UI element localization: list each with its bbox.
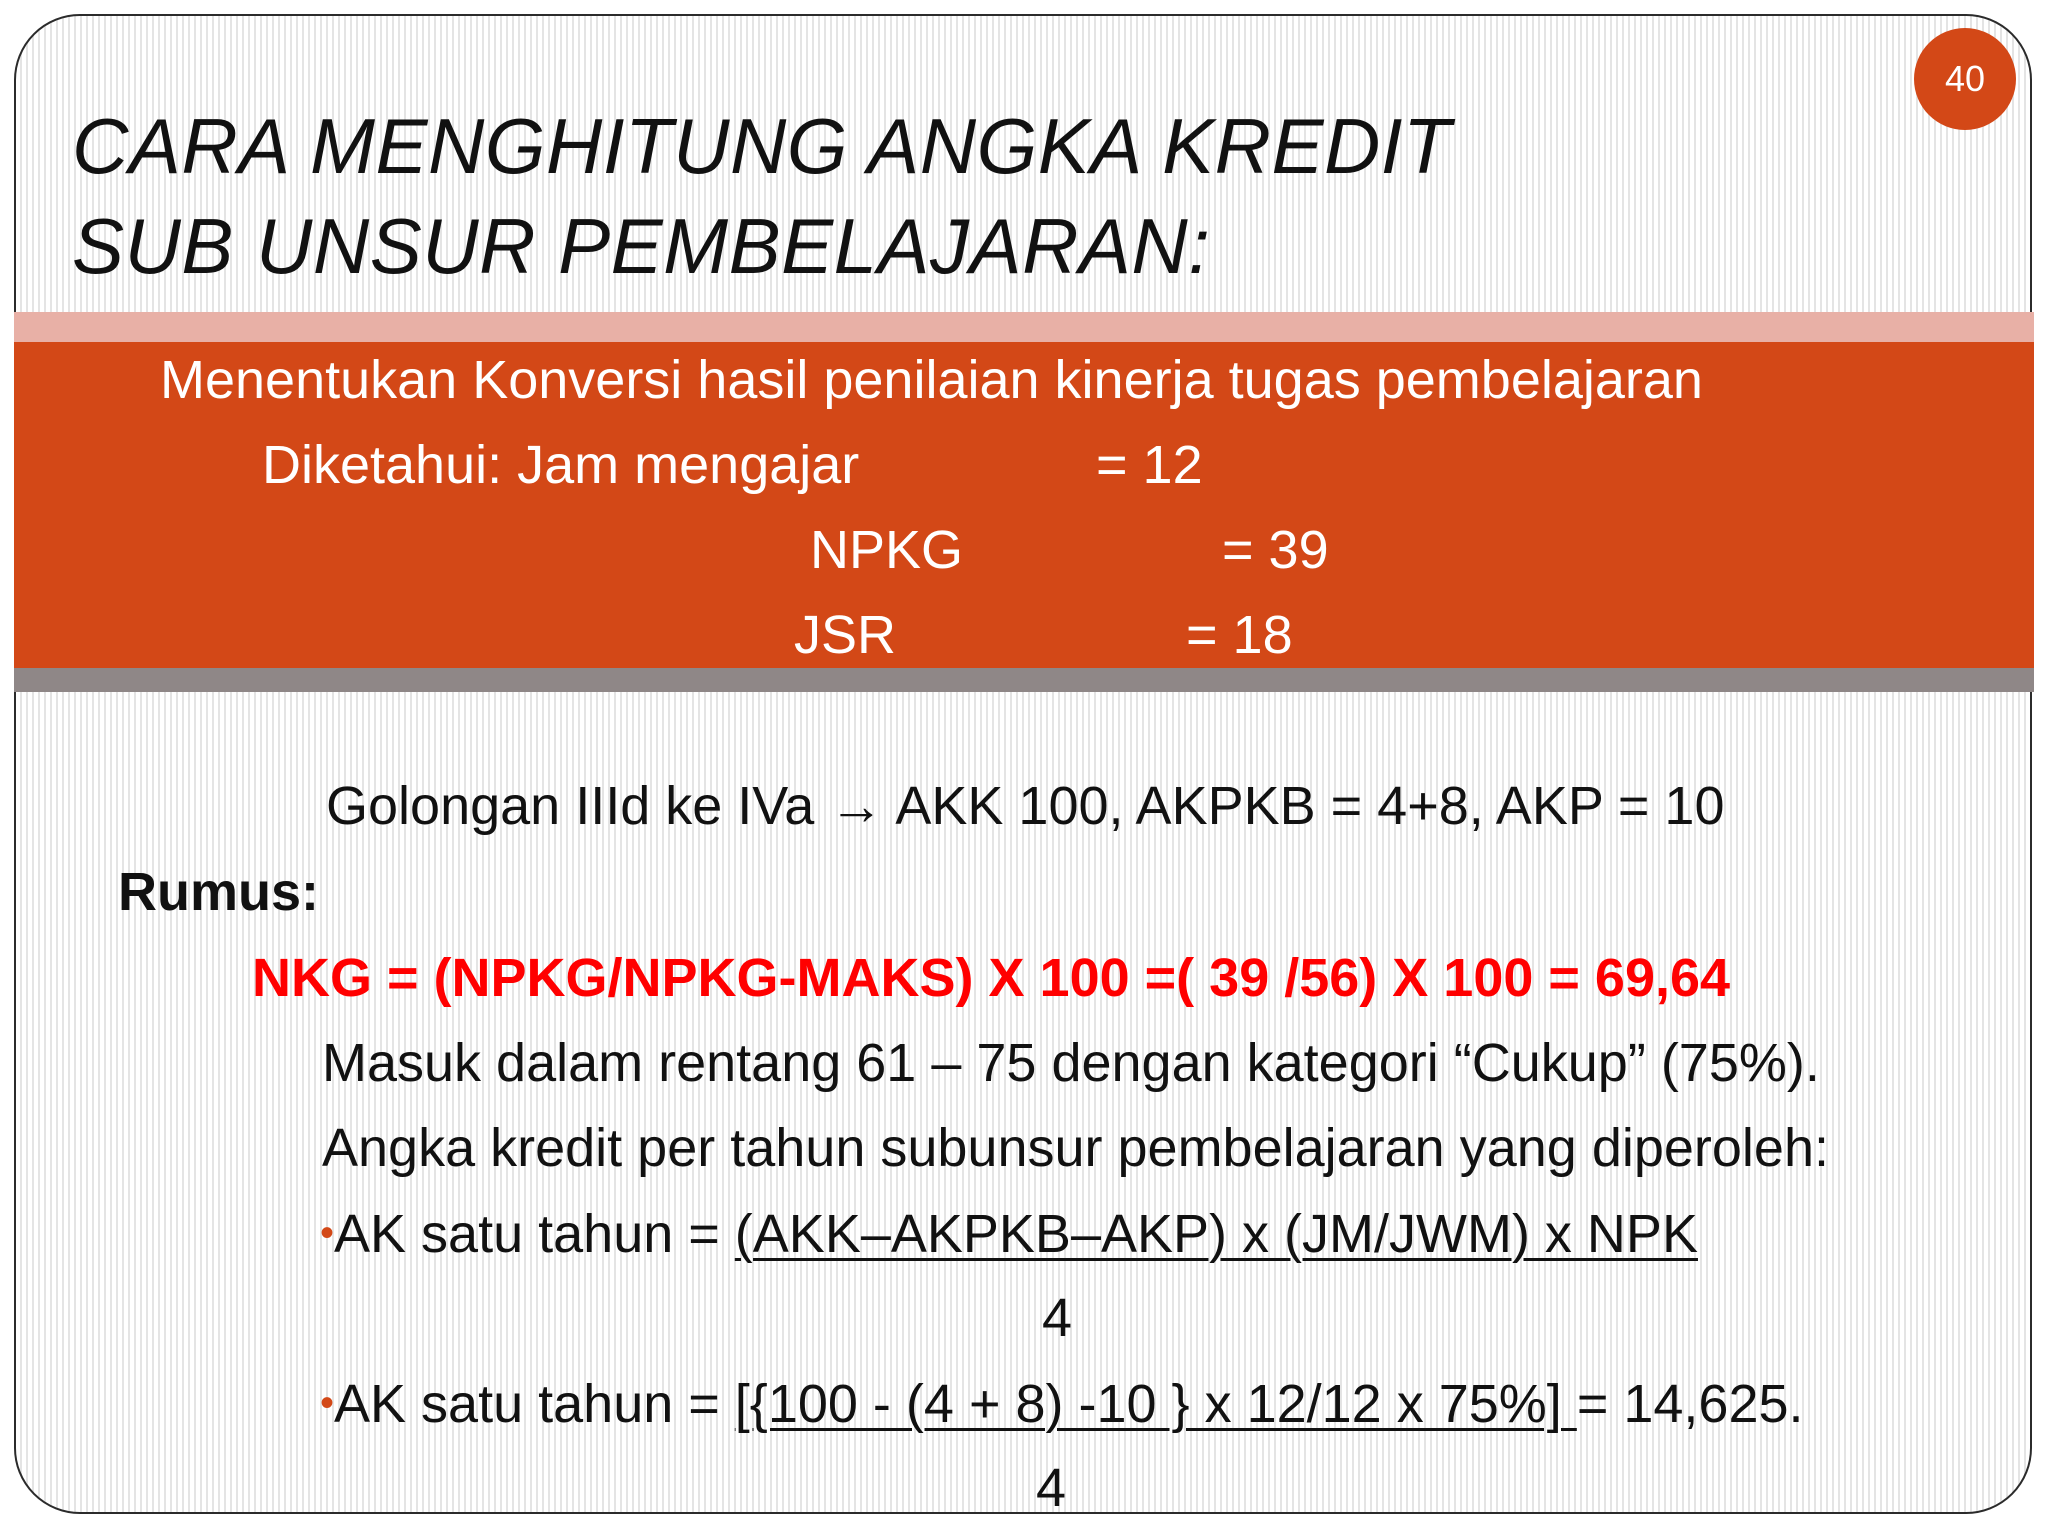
- band-bottom-stripe: [14, 668, 2034, 692]
- page-number-badge: 40: [1914, 28, 2016, 130]
- jsr-value: = 18: [1186, 605, 1293, 665]
- ak-formula-line: [320, 1203, 1698, 1264]
- known-hours-label: Diketahui: Jam mengajar: [262, 435, 860, 495]
- per-year-text: Angka kredit per tahun subunsur pembelajaran yang diperoleh:: [322, 1118, 1829, 1178]
- npkg-label: NPKG: [810, 520, 964, 580]
- ak-formula-prefix: AK satu tahun =: [334, 1204, 735, 1264]
- ak-formula-denominator: 4: [1042, 1288, 1073, 1348]
- golongan-text: Golongan IIId ke IVa: [326, 776, 815, 836]
- ak-calc-line: [320, 1373, 1804, 1434]
- band-top-stripe: [14, 312, 2034, 342]
- band-heading: Menentukan Konversi hasil penilaian kinerja tugas pembelajaran: [160, 350, 1703, 410]
- ak-calc-denominator: 4: [1036, 1458, 1067, 1518]
- npkg-value: = 39: [1222, 520, 1329, 580]
- arrow-right-icon: →: [829, 776, 884, 836]
- bullet-icon: •: [320, 1381, 335, 1425]
- golongan-line: [326, 776, 1725, 836]
- slide-title-line-2: SUB UNSUR PEMBELAJARAN:: [72, 202, 1211, 290]
- ak-calc-prefix: AK satu tahun =: [334, 1374, 735, 1434]
- ak-formula-numerator: (AKK–AKPKB–AKP) x (JM/JWM) x NPK: [734, 1204, 1698, 1264]
- slide-title: [72, 96, 1451, 296]
- range-text: Masuk dalam rentang 61 – 75 dengan kategori “Cukup” (75%).: [322, 1033, 1820, 1093]
- known-hours-value: = 12: [1096, 435, 1203, 495]
- bullet-icon: •: [320, 1211, 335, 1255]
- nkg-formula: NKG = (NPKG/NPKG-MAKS) X 100 =( 39 /56) X 100 = 69,64: [252, 948, 1731, 1008]
- golongan-values: AKK 100, AKPKB = 4+8, AKP = 10: [895, 776, 1725, 836]
- ak-calc-numerator: [{100 - (4 + 8) -10 } x 12/12 x 75%]: [734, 1374, 1577, 1434]
- rumus-label: Rumus:: [118, 862, 319, 922]
- ak-calc-result: = 14,625.: [1576, 1374, 1804, 1434]
- slide-title-line-1: CARA MENGHITUNG ANGKA KREDIT: [72, 102, 1452, 190]
- jsr-label: JSR: [794, 605, 897, 665]
